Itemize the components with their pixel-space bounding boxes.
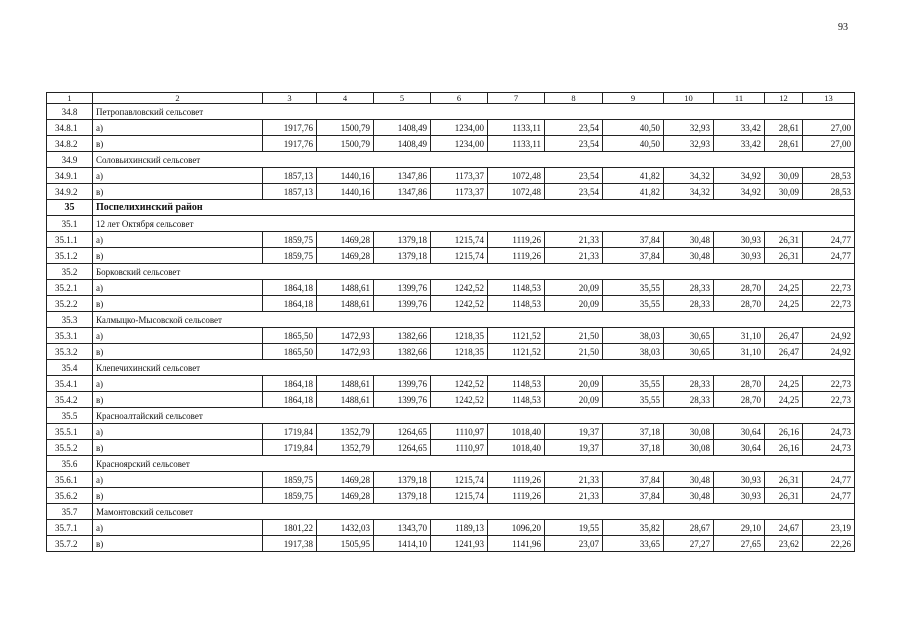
row-type: в)	[93, 296, 263, 312]
value-cell: 22,26	[803, 536, 855, 552]
value-cell: 24,92	[803, 328, 855, 344]
value-cell: 1469,28	[317, 488, 374, 504]
column-header: 3	[263, 93, 317, 104]
value-cell: 24,77	[803, 248, 855, 264]
value-cell: 35,55	[603, 280, 664, 296]
value-cell: 32,93	[664, 136, 714, 152]
value-cell: 1242,52	[431, 376, 488, 392]
value-cell: 23,54	[545, 120, 603, 136]
value-cell: 1242,52	[431, 280, 488, 296]
value-cell: 28,53	[803, 168, 855, 184]
section-name: Клепечихинский сельсовет	[93, 360, 855, 376]
section-name: 12 лет Октября сельсовет	[93, 216, 855, 232]
section-name: Петропавловский сельсовет	[93, 104, 855, 120]
table-row	[47, 520, 855, 536]
row-type: а)	[93, 232, 263, 248]
section-row	[47, 264, 855, 280]
value-cell: 24,25	[765, 296, 803, 312]
section-name: Мамонтовский сельсовет	[93, 504, 855, 520]
column-header: 5	[374, 93, 431, 104]
column-header: 13	[803, 93, 855, 104]
value-cell: 1242,52	[431, 392, 488, 408]
value-cell: 40,50	[603, 136, 664, 152]
value-cell: 1505,95	[317, 536, 374, 552]
value-cell: 28,70	[714, 296, 765, 312]
value-cell: 1119,26	[488, 472, 545, 488]
value-cell: 1133,11	[488, 136, 545, 152]
value-cell: 30,64	[714, 424, 765, 440]
section-name: Красноалтайский сельсовет	[93, 408, 855, 424]
value-cell: 1110,97	[431, 424, 488, 440]
value-cell: 31,10	[714, 344, 765, 360]
value-cell: 1440,16	[317, 184, 374, 200]
value-cell: 1352,79	[317, 440, 374, 456]
section-name: Красноярский сельсовет	[93, 456, 855, 472]
section-row	[47, 360, 855, 376]
value-cell: 27,00	[803, 120, 855, 136]
value-cell: 19,37	[545, 440, 603, 456]
value-cell: 1096,20	[488, 520, 545, 536]
table-row	[47, 424, 855, 440]
section-code: 35.1	[47, 216, 93, 232]
tariff-table	[46, 92, 855, 552]
value-cell: 28,70	[714, 280, 765, 296]
value-cell: 1215,74	[431, 232, 488, 248]
value-cell: 33,42	[714, 120, 765, 136]
value-cell: 21,50	[545, 344, 603, 360]
value-cell: 24,92	[803, 344, 855, 360]
column-header: 9	[603, 93, 664, 104]
value-cell: 28,33	[664, 376, 714, 392]
value-cell: 19,37	[545, 424, 603, 440]
section-row	[47, 104, 855, 120]
value-cell: 1917,76	[263, 136, 317, 152]
value-cell: 1408,49	[374, 136, 431, 152]
value-cell: 28,33	[664, 392, 714, 408]
value-cell: 40,50	[603, 120, 664, 136]
value-cell: 1119,26	[488, 488, 545, 504]
row-code: 35.1.1	[47, 232, 93, 248]
section-row	[47, 312, 855, 328]
value-cell: 30,08	[664, 424, 714, 440]
value-cell: 38,03	[603, 344, 664, 360]
value-cell: 20,09	[545, 376, 603, 392]
row-code: 34.9.1	[47, 168, 93, 184]
row-code: 34.9.2	[47, 184, 93, 200]
value-cell: 1488,61	[317, 376, 374, 392]
value-cell: 33,42	[714, 136, 765, 152]
row-type: а)	[93, 328, 263, 344]
row-type: а)	[93, 280, 263, 296]
value-cell: 1215,74	[431, 488, 488, 504]
row-code: 35.4.2	[47, 392, 93, 408]
value-cell: 1864,18	[263, 296, 317, 312]
value-cell: 30,08	[664, 440, 714, 456]
column-header: 7	[488, 93, 545, 104]
value-cell: 1917,38	[263, 536, 317, 552]
value-cell: 1148,53	[488, 296, 545, 312]
value-cell: 23,19	[803, 520, 855, 536]
row-type: а)	[93, 376, 263, 392]
value-cell: 1859,75	[263, 488, 317, 504]
section-row	[47, 408, 855, 424]
row-code: 35.1.2	[47, 248, 93, 264]
value-cell: 20,09	[545, 392, 603, 408]
row-code: 35.5.1	[47, 424, 93, 440]
section-row	[47, 152, 855, 168]
row-code: 35.7.2	[47, 536, 93, 552]
value-cell: 1408,49	[374, 120, 431, 136]
row-type: а)	[93, 168, 263, 184]
value-cell: 1432,03	[317, 520, 374, 536]
value-cell: 28,70	[714, 392, 765, 408]
value-cell: 20,09	[545, 296, 603, 312]
row-type: в)	[93, 440, 263, 456]
value-cell: 19,55	[545, 520, 603, 536]
value-cell: 1865,50	[263, 344, 317, 360]
value-cell: 21,33	[545, 232, 603, 248]
value-cell: 1018,40	[488, 424, 545, 440]
table-row	[47, 440, 855, 456]
value-cell: 26,31	[765, 248, 803, 264]
value-cell: 24,73	[803, 424, 855, 440]
value-cell: 31,10	[714, 328, 765, 344]
column-header: 1	[47, 93, 93, 104]
value-cell: 1472,93	[317, 344, 374, 360]
value-cell: 22,73	[803, 392, 855, 408]
value-cell: 26,31	[765, 488, 803, 504]
value-cell: 1173,37	[431, 168, 488, 184]
row-type: в)	[93, 344, 263, 360]
value-cell: 21,33	[545, 248, 603, 264]
value-cell: 1719,84	[263, 424, 317, 440]
value-cell: 23,54	[545, 168, 603, 184]
value-cell: 1215,74	[431, 472, 488, 488]
row-type: в)	[93, 392, 263, 408]
value-cell: 37,84	[603, 488, 664, 504]
value-cell: 30,93	[714, 248, 765, 264]
value-cell: 1018,40	[488, 440, 545, 456]
value-cell: 24,77	[803, 232, 855, 248]
value-cell: 41,82	[603, 168, 664, 184]
row-code: 35.6.2	[47, 488, 93, 504]
table-row	[47, 488, 855, 504]
value-cell: 1218,35	[431, 328, 488, 344]
value-cell: 1857,13	[263, 168, 317, 184]
value-cell: 1173,37	[431, 184, 488, 200]
row-type: а)	[93, 472, 263, 488]
row-code: 35.3.1	[47, 328, 93, 344]
table-row	[47, 120, 855, 136]
column-header: 10	[664, 93, 714, 104]
table-row	[47, 232, 855, 248]
section-name: Борковский сельсовет	[93, 264, 855, 280]
value-cell: 32,93	[664, 120, 714, 136]
value-cell: 30,09	[765, 184, 803, 200]
value-cell: 1242,52	[431, 296, 488, 312]
value-cell: 21,50	[545, 328, 603, 344]
value-cell: 24,77	[803, 472, 855, 488]
value-cell: 1379,18	[374, 232, 431, 248]
value-cell: 28,61	[765, 120, 803, 136]
value-cell: 1121,52	[488, 328, 545, 344]
value-cell: 30,48	[664, 232, 714, 248]
value-cell: 1148,53	[488, 392, 545, 408]
value-cell: 37,84	[603, 472, 664, 488]
value-cell: 1119,26	[488, 232, 545, 248]
value-cell: 1500,79	[317, 120, 374, 136]
value-cell: 34,32	[664, 184, 714, 200]
value-cell: 35,82	[603, 520, 664, 536]
value-cell: 30,48	[664, 472, 714, 488]
row-code: 35.5.2	[47, 440, 93, 456]
value-cell: 1241,93	[431, 536, 488, 552]
row-code: 35.3.2	[47, 344, 93, 360]
row-code: 35.6.1	[47, 472, 93, 488]
section-code: 35.5	[47, 408, 93, 424]
value-cell: 30,93	[714, 472, 765, 488]
value-cell: 37,84	[603, 248, 664, 264]
column-header: 8	[545, 93, 603, 104]
value-cell: 35,55	[603, 296, 664, 312]
value-cell: 1399,76	[374, 280, 431, 296]
value-cell: 30,93	[714, 232, 765, 248]
row-type: а)	[93, 424, 263, 440]
section-name: Поспелихинский район	[93, 200, 855, 216]
value-cell: 1379,18	[374, 248, 431, 264]
row-code: 34.8.2	[47, 136, 93, 152]
value-cell: 27,00	[803, 136, 855, 152]
section-row	[47, 456, 855, 472]
value-cell: 1469,28	[317, 248, 374, 264]
table-header-row	[47, 93, 855, 104]
value-cell: 28,67	[664, 520, 714, 536]
value-cell: 1859,75	[263, 248, 317, 264]
value-cell: 20,09	[545, 280, 603, 296]
section-name: Соловьихинский сельсовет	[93, 152, 855, 168]
value-cell: 1379,18	[374, 488, 431, 504]
value-cell: 24,25	[765, 376, 803, 392]
section-code: 35.4	[47, 360, 93, 376]
value-cell: 35,55	[603, 376, 664, 392]
value-cell: 1857,13	[263, 184, 317, 200]
value-cell: 23,07	[545, 536, 603, 552]
value-cell: 24,77	[803, 488, 855, 504]
row-type: а)	[93, 120, 263, 136]
value-cell: 1399,76	[374, 296, 431, 312]
row-type: в)	[93, 248, 263, 264]
value-cell: 1469,28	[317, 472, 374, 488]
value-cell: 1264,65	[374, 440, 431, 456]
value-cell: 28,33	[664, 296, 714, 312]
value-cell: 1864,18	[263, 392, 317, 408]
value-cell: 30,64	[714, 440, 765, 456]
value-cell: 34,92	[714, 184, 765, 200]
value-cell: 30,65	[664, 328, 714, 344]
value-cell: 1343,70	[374, 520, 431, 536]
value-cell: 26,47	[765, 328, 803, 344]
value-cell: 22,73	[803, 376, 855, 392]
table-row	[47, 392, 855, 408]
value-cell: 1119,26	[488, 248, 545, 264]
value-cell: 1218,35	[431, 344, 488, 360]
value-cell: 1264,65	[374, 424, 431, 440]
section-row	[47, 216, 855, 232]
row-code: 34.8.1	[47, 120, 93, 136]
value-cell: 37,84	[603, 232, 664, 248]
value-cell: 1864,18	[263, 376, 317, 392]
value-cell: 1399,76	[374, 392, 431, 408]
value-cell: 1148,53	[488, 280, 545, 296]
table-row	[47, 472, 855, 488]
table-row	[47, 376, 855, 392]
value-cell: 27,65	[714, 536, 765, 552]
value-cell: 24,25	[765, 280, 803, 296]
value-cell: 1472,93	[317, 328, 374, 344]
value-cell: 1859,75	[263, 472, 317, 488]
value-cell: 29,10	[714, 520, 765, 536]
district-row	[47, 200, 855, 216]
value-cell: 1500,79	[317, 136, 374, 152]
section-code: 35.7	[47, 504, 93, 520]
value-cell: 1488,61	[317, 296, 374, 312]
value-cell: 28,70	[714, 376, 765, 392]
value-cell: 27,27	[664, 536, 714, 552]
value-cell: 21,33	[545, 488, 603, 504]
value-cell: 23,54	[545, 136, 603, 152]
value-cell: 1352,79	[317, 424, 374, 440]
value-cell: 26,16	[765, 424, 803, 440]
value-cell: 1488,61	[317, 280, 374, 296]
value-cell: 30,93	[714, 488, 765, 504]
value-cell: 1399,76	[374, 376, 431, 392]
value-cell: 1215,74	[431, 248, 488, 264]
row-code: 35.2.1	[47, 280, 93, 296]
value-cell: 1440,16	[317, 168, 374, 184]
value-cell: 1801,22	[263, 520, 317, 536]
value-cell: 34,32	[664, 168, 714, 184]
value-cell: 30,65	[664, 344, 714, 360]
value-cell: 1382,66	[374, 328, 431, 344]
table-row	[47, 344, 855, 360]
row-type: в)	[93, 488, 263, 504]
value-cell: 35,55	[603, 392, 664, 408]
value-cell: 22,73	[803, 280, 855, 296]
value-cell: 33,65	[603, 536, 664, 552]
section-code: 35	[47, 200, 93, 216]
section-code: 35.3	[47, 312, 93, 328]
table-row	[47, 328, 855, 344]
table-body	[47, 93, 855, 552]
value-cell: 23,54	[545, 184, 603, 200]
column-header: 6	[431, 93, 488, 104]
table-row	[47, 296, 855, 312]
column-header: 2	[93, 93, 263, 104]
value-cell: 28,33	[664, 280, 714, 296]
value-cell: 30,09	[765, 168, 803, 184]
value-cell: 38,03	[603, 328, 664, 344]
column-header: 12	[765, 93, 803, 104]
table-row	[47, 136, 855, 152]
row-type: в)	[93, 184, 263, 200]
value-cell: 22,73	[803, 296, 855, 312]
table-row	[47, 248, 855, 264]
value-cell: 26,31	[765, 472, 803, 488]
value-cell: 1469,28	[317, 232, 374, 248]
column-header: 11	[714, 93, 765, 104]
value-cell: 1133,11	[488, 120, 545, 136]
section-code: 34.8	[47, 104, 93, 120]
value-cell: 1917,76	[263, 120, 317, 136]
value-cell: 30,48	[664, 248, 714, 264]
value-cell: 1148,53	[488, 376, 545, 392]
page-number: 93	[838, 22, 848, 33]
row-type: в)	[93, 136, 263, 152]
section-code: 34.9	[47, 152, 93, 168]
section-name: Калмыцко-Мысовской сельсовет	[93, 312, 855, 328]
value-cell: 1072,48	[488, 184, 545, 200]
value-cell: 1865,50	[263, 328, 317, 344]
value-cell: 26,16	[765, 440, 803, 456]
row-code: 35.4.1	[47, 376, 93, 392]
value-cell: 1414,10	[374, 536, 431, 552]
value-cell: 41,82	[603, 184, 664, 200]
row-code: 35.2.2	[47, 296, 93, 312]
value-cell: 1379,18	[374, 472, 431, 488]
value-cell: 1382,66	[374, 344, 431, 360]
row-type: а)	[93, 520, 263, 536]
value-cell: 1859,75	[263, 232, 317, 248]
value-cell: 26,31	[765, 232, 803, 248]
section-code: 35.6	[47, 456, 93, 472]
table-row	[47, 184, 855, 200]
table-row	[47, 536, 855, 552]
value-cell: 1347,86	[374, 184, 431, 200]
row-code: 35.7.1	[47, 520, 93, 536]
column-header: 4	[317, 93, 374, 104]
value-cell: 1072,48	[488, 168, 545, 184]
table-row	[47, 280, 855, 296]
value-cell: 1864,18	[263, 280, 317, 296]
row-type: в)	[93, 536, 263, 552]
value-cell: 37,18	[603, 440, 664, 456]
value-cell: 24,73	[803, 440, 855, 456]
table-row	[47, 168, 855, 184]
value-cell: 1719,84	[263, 440, 317, 456]
value-cell: 1234,00	[431, 136, 488, 152]
value-cell: 24,25	[765, 392, 803, 408]
value-cell: 23,62	[765, 536, 803, 552]
value-cell: 21,33	[545, 472, 603, 488]
value-cell: 1347,86	[374, 168, 431, 184]
value-cell: 24,67	[765, 520, 803, 536]
value-cell: 1110,97	[431, 440, 488, 456]
value-cell: 1189,13	[431, 520, 488, 536]
value-cell: 30,48	[664, 488, 714, 504]
value-cell: 1141,96	[488, 536, 545, 552]
value-cell: 37,18	[603, 424, 664, 440]
value-cell: 34,92	[714, 168, 765, 184]
section-row	[47, 504, 855, 520]
value-cell: 28,53	[803, 184, 855, 200]
value-cell: 28,61	[765, 136, 803, 152]
section-code: 35.2	[47, 264, 93, 280]
value-cell: 1488,61	[317, 392, 374, 408]
value-cell: 1234,00	[431, 120, 488, 136]
value-cell: 1121,52	[488, 344, 545, 360]
value-cell: 26,47	[765, 344, 803, 360]
